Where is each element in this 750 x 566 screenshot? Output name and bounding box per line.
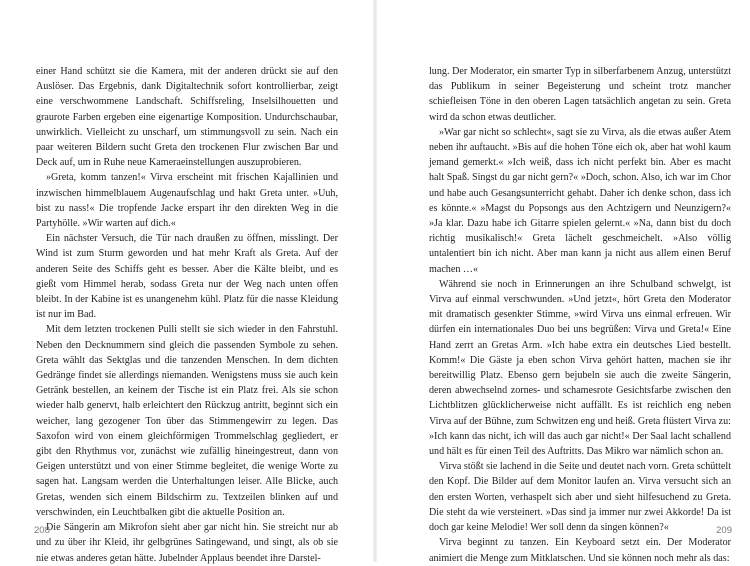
paragraph: lung. Der Moderator, ein smarter Typ in silberfarbenem Anzug, unterstützt das Publikum in seiner Begeisterung und scheint trotz mancher schiefleisen Töne in den oberen Lagen tatsächlich angetan zu sein. Greta wird da schon etwas deutlicher.	[429, 66, 731, 123]
right-page	[377, 0, 750, 562]
paragraph: »War gar nicht so schlecht«, sagt sie zu Virva, als die etwas außer Atem neben ihr auftaucht. »Bis auf die hohen Töne eich ok, aber hat wohl kaum jemand gemerkt.« »Ich weiß, dass ich nicht perfekt bin. Aber es macht halt Spaß. Singst du gar nicht gern?« »Doch, schon. Also, ich war im Chor und habe auch Gesangsunterricht gehabt. Daher ich denke schon, dass ich es könnte.« »Magst du Popsongs aus den Achtzigern und Neunzigern?« »Ja klar. Dazu habe ich Gitarre spielen gelernt.« »Na, dann bist du doch richtig musikalisch!« Greta lächelt geschmeichelt. »Also völlig untalentiert bin ich nicht. Aber man kann ja nicht aus allem einen Beruf machen …«	[429, 126, 731, 275]
paragraph: Virva beginnt zu tanzen. Ein Keyboard setzt ein. Der Moderator animiert die Menge zum Mitklatschen. Und sie können noch mehr als das:	[429, 537, 731, 564]
paragraph: Mit dem letzten trockenen Pulli stellt sie sich wieder in den Fahrstuhl. Neben den Decknummern sind gleich die passenden Symbole zu sehen. Greta wählt das Sektglas und die tanzenden Menschen. In dem dichten Gedränge findet sie allerdings niemanden. Wenigstens muss sie auch kein Getränk bestellen, an keinem der Tische ist ein Platz frei. Als sie schon wieder halb genervt, halb erleichtert den Rückzug antritt, beginnt sich ein weicher, lang gezogener Ton über das Stimmengewirr zu legen. Das Saxofon wird von einem gleichförmigen Trommelschlag gegliedert, er gibt den Rhythmus vor, zunächst wie zufällig hineingestreut, dann von Geigen unterstützt und von einer Stimme begleitet, die wenige Worte zu sagen hat. Langsam werden die Unterhaltungen leiser. Alle Blicke, auch Gretas, wenden sich einem Bildschirm zu. Textzeilen blinken auf und verschwinden, ein Leuchtbalken gibt die aktuelle Position an.	[36, 324, 338, 518]
left-page-text	[36, 64, 338, 566]
left-page	[0, 0, 373, 562]
paragraph: »Greta, komm tanzen!« Virva erscheint mit frischen Kajallinien und inzwischen himmelblauem Augenaufschlag und hakt Greta unter. »Uuh, bist zu nass!« Die tropfende Jacke erspart ihr den direkten Weg in die Partyhölle. »Wir warten auf dich.«	[36, 172, 338, 230]
paragraph: einer Hand schützt sie die Kamera, mit der anderen drückt sie auf den Auslöser. Das Ergebnis, dank Digitaltechnik sofort kontrollierbar, zeigt eine verschwommene Landschaft. Schiffsreling, Inselsilhouetten und graurote Farben ergeben eine eigenartige Komposition. Undurchschaubar, unwirklich. Vielleicht zu unscharf, um stimmungsvoll zu sein. Nach ein paar weiteren Bildern sucht Greta den trockenen Flur zwischen Bar und Deck auf, um in Ruhe neue Kameraeinstellungen auszuprobieren.	[36, 66, 338, 169]
page-number: 208	[34, 525, 50, 536]
paragraph: Virva stößt sie lachend in die Seite und deutet nach vorn. Greta schüttelt den Kopf. Die Bilder auf dem Monitor laufen an. Virva versucht sich an den ersten Worten, verhaspelt sich aber und sieht hilfesuchend zu Greta. Die steht da wie versteinert. »Das sind ja immer nur zwei Akkorde! Da ist doch gar keine Melodie! Wer soll denn da singen können?«	[429, 461, 731, 534]
page-number: 209	[716, 525, 732, 536]
paragraph: Ein nächster Versuch, die Tür nach draußen zu öffnen, misslingt. Der Wind ist zum Sturm geworden und hat mehr Kraft als Greta. Auf der anderen Seite des Schiffs geht es besser. Aber die Kälte bleibt, und es gießt vom Himmel herab, sodass Greta nur der Weg nach unten offen bleibt. In der Kabine ist es unangenehm kühl. Platz für die nasse Kleidung ist nur im Bad.	[36, 233, 338, 321]
paragraph: Die Sängerin am Mikrofon sieht aber gar nicht hin. Sie streicht nur ab und zu über ihr Kleid, ihr gelbgrünes Satingewand, und singt, als ob sie nie etwas anderes getan hätte. Jubelnder Applaus beendet ihre Darstel-	[36, 522, 338, 564]
right-page-text	[429, 64, 731, 566]
paragraph: Während sie noch in Erinnerungen an ihre Schulband schwelgt, ist Virva auf einmal verschwunden. »Und jetzt«, hört Greta den Moderator mit dramatisch gesenkter Stimme, »wird Virva uns einmal erfreuen. Wir dürfen ein internationales Duo bei uns begrüßen: Virva und Greta!« Eine Hand zerrt an Gretas Arm. »Ich habe extra ein deutsches Lied bestellt. Komm!« Die Gäste ja eben schon Virva gehört hatten, machen sie ihr bereitwillig Platz. Ebenso gern bejubeln sie auch die zweite Sängerin, deren abwechselnd zornes- und schamesrote Gesichtsfarbe zwischen den Lichtblitzen glücklicherweise nicht auffällt. Es ist reichlich eng neben Virva auf der Bühne, zum Schwitzen eng und heiß. Greta flüstert Virva zu: »Ich kann das nicht, ich will das auch gar nicht!« Der Saal lacht schallend und hält es für einen Teil des Auftritts. Das Mikro war nämlich schon an.	[429, 278, 731, 458]
